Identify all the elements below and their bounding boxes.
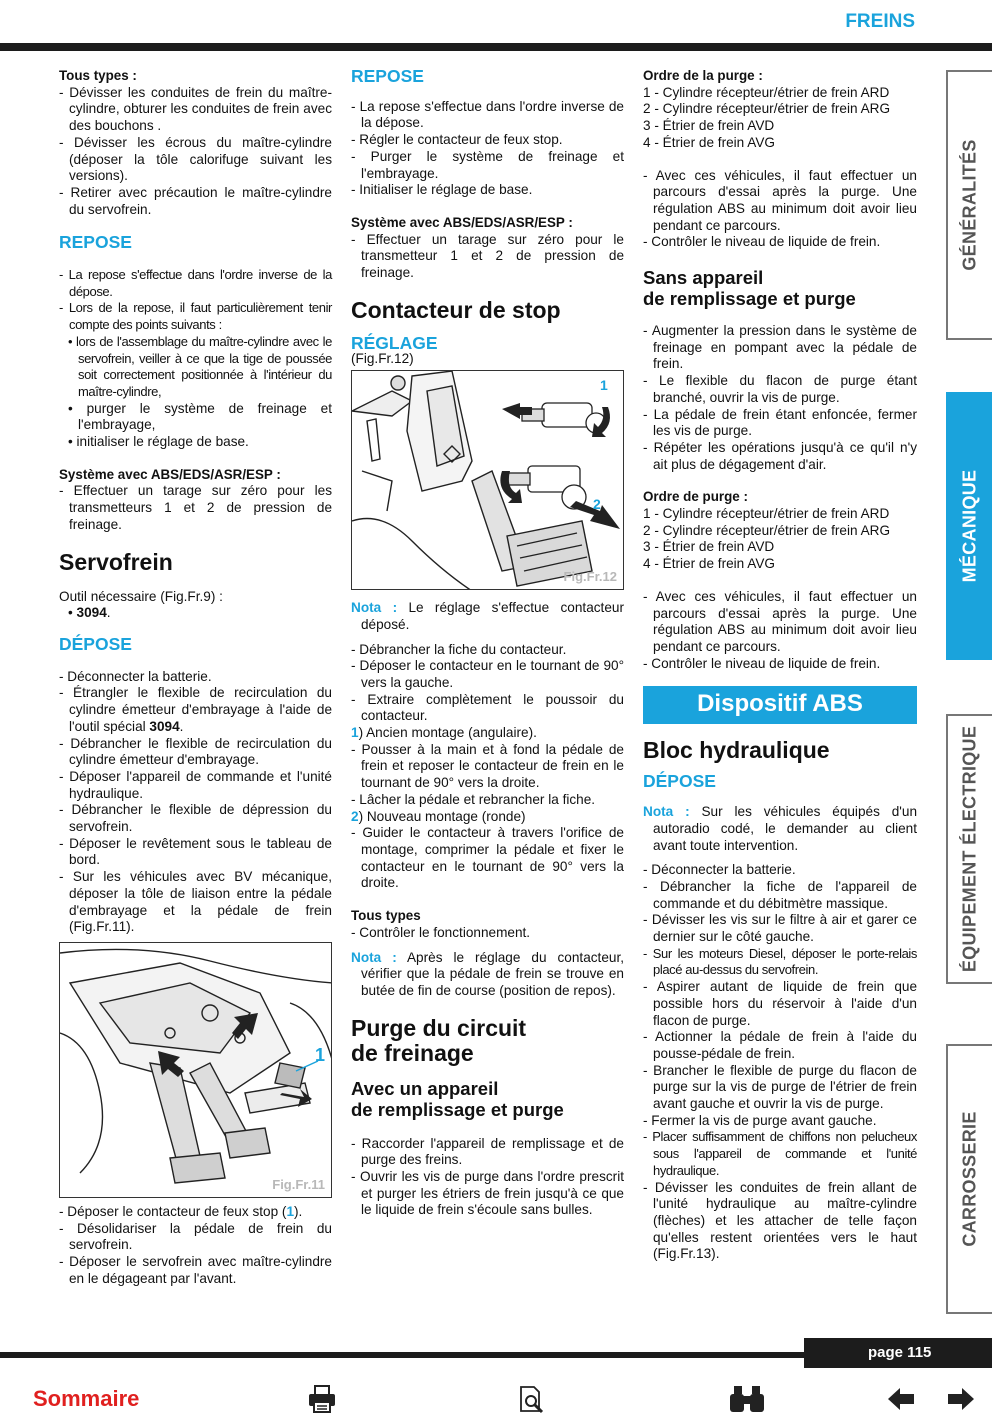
systeme-heading: Système avec ABS/EDS/ASR/ESP : [351, 214, 573, 230]
outil-text: Outil nécessaire (Fig.Fr.9) : [59, 588, 223, 604]
avec-appareil-heading: Avec un appareil de remplissage et purge [351, 1077, 564, 1120]
list-item: - Sur les véhicules avec BV mécanique, déposer la tôle de liaison entre la pédale d'embrayage et la pédale de frein (Fig.Fr.11). [59, 869, 332, 935]
list-item: • initialiser le réglage de base. [68, 434, 249, 450]
top-divider [0, 43, 992, 51]
figure-fr12 [351, 370, 624, 590]
list-item: - Aspirer autant de liquide de frein que possible hors du réservoir à l'aide d'un flacon de purge. [643, 979, 917, 1028]
pedal-assembly-illustration [60, 943, 332, 1198]
list-item: 3 - Étrier de frein AVD [643, 118, 775, 134]
list-item: - Initialiser le réglage de base. [351, 182, 533, 198]
abs-banner: Dispositif ABS [643, 686, 917, 724]
arrow-right-icon[interactable] [946, 1384, 976, 1416]
bloc-hydraulique-heading: Bloc hydraulique [643, 737, 830, 764]
figure-reference: (Fig.Fr.12) [351, 351, 414, 367]
ordre-purge-heading: Ordre de la purge : [643, 68, 763, 83]
list-item: - Extraire complètement le poussoir du contacteur. [351, 691, 624, 724]
callout-1: 1 [600, 377, 608, 394]
sommaire-link[interactable]: Sommaire [33, 1386, 140, 1411]
list-item: 1 - Cylindre récepteur/étrier de frein ARD [643, 84, 890, 100]
list-item: - Guider le contacteur à travers l'orifice de montage, comprimer la pédale et fixer le contacteur en le tournant de 90° vers la droite. [351, 825, 624, 891]
list-item: - Fermer la vis de purge avant gauche. [643, 1112, 877, 1128]
list-item: - Déposer l'appareil de commande et l'unité hydraulique. [59, 768, 332, 801]
list-item: - Déposer le contacteur en le tournant de 90° vers la gauche. [351, 658, 624, 690]
list-item: - Effectuer un tarage sur zéro pour les transmetteurs 1 et 2 de pression de freinage. [59, 483, 332, 532]
nota: Nota : Après le réglage du contacteur, vérifier que la pédale de frein se trouve en butée de fin de course (position de repos). [351, 949, 624, 998]
list-item: - Dévisser les conduites de frein du maître-cylindre, obturer les conduites de frein avec des bouchons . [59, 84, 332, 134]
list-item: - Dévisser les vis sur le filtre à air et garer ce dernier sur le côté gauche. [643, 912, 917, 945]
list-item: 4 - Étrier de frein AVG [643, 556, 775, 572]
search-document-icon[interactable] [518, 1384, 546, 1416]
list-item: • purger le système de freinage et l'embrayage, [68, 400, 332, 433]
column-1 [59, 68, 332, 1287]
nota: Nota : Le réglage s'effectue contacteur déposé. [351, 600, 624, 632]
tous-types-heading: Tous types [351, 908, 421, 924]
list-item: 2) Nouveau montage (ronde) [351, 808, 526, 824]
page-number: page 115 [804, 1338, 992, 1368]
list-item: - Étrangler le flexible de recirculation du cylindre émetteur d'embrayage à l'aide de l'outil spécial 3094. [59, 685, 332, 734]
tab-generalites[interactable]: GÉNÉRALITÉS [946, 70, 992, 340]
purge-heading: Purge du circuit de freinage [351, 1014, 527, 1066]
tab-carrosserie[interactable]: CARROSSERIE [946, 1044, 992, 1314]
list-item: 2 - Cylindre récepteur/étrier de frein ARG [643, 522, 891, 538]
list-item: - Dévisser les écrous du maître-cylindre (déposer la tôle calorifuge suivant les versions). [59, 134, 332, 184]
figure-label: Fig.Fr.11 [272, 1177, 325, 1193]
list-item: 3 - Étrier de frein AVD [643, 539, 775, 555]
tab-equipement-electrique[interactable]: ÉQUIPEMENT ÉLECTRIQUE [946, 714, 992, 984]
depose-heading: DÉPOSE [643, 771, 716, 792]
reglage-heading: RÉGLAGE [351, 332, 438, 353]
list-item: - Désolidariser la pédale de frein du servofrein. [59, 1220, 332, 1253]
list-item: - Lâcher la pédale et rebrancher la fiche. [351, 791, 596, 807]
section-title: FREINS [845, 11, 915, 32]
list-item: 1) Ancien montage (angulaire). [351, 725, 537, 741]
systeme-heading: Système avec ABS/EDS/ASR/ESP : [59, 466, 281, 482]
arrow-left-icon[interactable] [886, 1384, 916, 1416]
list-item: - Contrôler le niveau de liquide de frein. [643, 655, 881, 671]
list-item: - Dévisser les conduites de frein allant de l'unité hydraulique au maître-cylindre (flèches) et les attacher de telle façon qu'elles restent orientées vers le haut (Fig.Fr.13). [643, 1179, 917, 1262]
list-item: 4 - Étrier de frein AVG [643, 134, 775, 150]
list-item: - Purger le système de freinage et l'embrayage. [351, 148, 624, 181]
servofrein-heading: Servofrein [59, 548, 173, 575]
column-3 [643, 68, 917, 1263]
list-item: - Le flexible du flacon de purge étant branché, ouvrir la vis de purge. [643, 373, 917, 405]
list-item: - Ouvrir les vis de purge dans l'ordre prescrit et purger les étriers de frein jusqu'à ce que le liquide de frein s'écoule sans bulles. [351, 1169, 624, 1218]
sans-appareil-heading: Sans appareil de remplissage et purge [643, 267, 856, 310]
list-item: - Déposer le contacteur de feux stop (1). [59, 1203, 303, 1219]
list-item: - Avec ces véhicules, il faut effectuer un parcours d'essai après la purge. Une régulation ABS au minimum doit avoir lieu pendant ce parcours. [643, 167, 917, 233]
list-item: - Déposer le revêtement sous le tableau de bord. [59, 835, 332, 868]
list-item: - Avec ces véhicules, il faut effectuer un parcours d'essai après la purge. Une régulation ABS au minimum doit avoir lieu pendant ce parcours. [643, 588, 917, 654]
outil-ref: • 3094. [68, 605, 111, 621]
callout-1: 1 [315, 1044, 326, 1065]
list-item: - Retirer avec précaution le maître-cylindre du servofrein. [59, 184, 332, 217]
list-item: - Raccorder l'appareil de remplissage et de purge des freins. [351, 1135, 624, 1168]
list-item: - Déconnecter la batterie. [643, 862, 796, 878]
tous-types-heading: Tous types : [59, 68, 137, 83]
list-item: • lors de l'assemblage du maître-cylindre avec le servofrein, veiller à ce que la tige de poussée soit correctement positionnée à l'intérieur du maître-cylindre, [68, 333, 332, 399]
list-item: - La repose s'effectue dans l'ordre inverse de la dépose. [59, 267, 332, 299]
repose-heading: REPOSE [351, 66, 424, 86]
nota: Nota : Sur les véhicules équipés d'un autoradio codé, le demander au client avant toute intervention. [643, 804, 918, 853]
list-item: - Placer suffisamment de chiffons non pelucheux sous l'appareil de commande et l'unité hydraulique. [643, 1129, 917, 1178]
list-item: 2 - Cylindre récepteur/étrier de frein ARG [643, 101, 891, 117]
list-item: - Déposer le servofrein avec maître-cylindre en le dégageant par l'avant. [59, 1254, 332, 1286]
list-item: - Brancher le flexible de purge du flacon de purge sur la vis de purge de l'étrier de frein avant gauche et ouvrir la vis de purge. [643, 1062, 917, 1112]
list-item: 1 - Cylindre récepteur/étrier de frein ARD [643, 506, 890, 522]
callout-2: 2 [593, 496, 601, 513]
list-item: - Sur les moteurs Diesel, déposer le porte-relais placé au-dessus du servofrein. [643, 945, 917, 978]
list-item: - Pousser à la main et à fond la pédale de frein et reposer le contacteur de frein en le tournant de 90° vers la droite. [351, 741, 624, 791]
list-item: - Effectuer un tarage sur zéro pour le transmetteur 1 et 2 de pression de freinage. [351, 231, 624, 281]
list-item: - Débrancher la fiche du contacteur. [351, 641, 567, 657]
contacteur-heading: Contacteur de stop [351, 296, 561, 323]
list-item: - Actionner la pédale de frein à l'aide du pousse-pédale de frein. [643, 1029, 917, 1061]
list-item: - Répéter les opérations jusqu'à ce qu'il n'y ait plus de dégagement d'air. [643, 439, 917, 472]
list-item: - Contrôler le fonctionnement. [351, 924, 531, 940]
column-2 [351, 68, 624, 1219]
repose-heading: REPOSE [59, 232, 132, 253]
printer-icon[interactable] [306, 1384, 338, 1416]
list-item: - La repose s'effectue dans l'ordre inverse de la dépose. [351, 98, 624, 131]
stop-switch-illustration [352, 371, 624, 590]
list-item: - Débrancher le flexible de recirculation du cylindre émetteur d'embrayage. [59, 735, 332, 768]
figure-fr11 [59, 942, 332, 1198]
list-item: - Débrancher le flexible de dépression du servofrein. [59, 802, 332, 835]
binoculars-icon[interactable] [728, 1384, 766, 1416]
ordre-purge-heading: Ordre de purge : [643, 489, 748, 505]
list-item: - Contrôler le niveau de liquide de frein. [643, 234, 881, 250]
list-item: - Déconnecter la batterie. [59, 668, 212, 684]
list-item: - Augmenter la pression dans le système de freinage en pompant avec la pédale de frein. [643, 323, 917, 372]
tab-mecanique[interactable]: MÉCANIQUE [946, 392, 992, 660]
list-item: - Régler le contacteur de feux stop. [351, 132, 563, 148]
list-item: - Lors de la repose, il faut particulièrement tenir compte des points suivants : [59, 300, 332, 333]
depose-heading: DÉPOSE [59, 633, 132, 654]
list-item: - Débrancher la fiche de l'appareil de commande et du débitmètre massique. [643, 878, 917, 911]
list-item: - La pédale de frein étant enfoncée, fermer les vis de purge. [643, 406, 917, 439]
figure-label: Fig.Fr.12 [563, 569, 617, 585]
